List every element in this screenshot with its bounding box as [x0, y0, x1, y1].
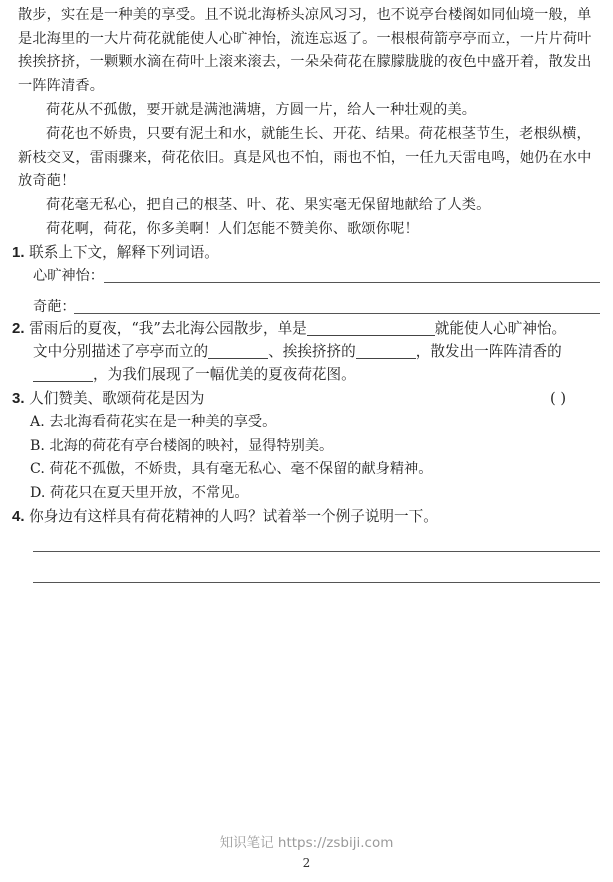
option-d[interactable]: D. 荷花只在夏天里开放，不常见。 — [30, 485, 249, 501]
question-number: 3. — [12, 390, 25, 407]
passage-paragraph-1: 散步，实在是一种美的享受。且不说北海桥头凉风习习，也不说亭台楼阁如同仙境一般，单是北海里的一大片荷花就能使人心旷神怡，流连忘返了。一根根荷箭亭亭而立，一片片荷叶挨挨挤挤，一颗颗水滴在荷叶上滚来滚去，一朵朵荷花在朦朦胧胧的夜色中盛开着，散发出一阵阵清香。 — [18, 7, 592, 94]
question-2 — [12, 318, 602, 340]
fill-blank-3[interactable] — [356, 342, 416, 359]
question-text-part-3: 文中分别描述了亭亭而立的 — [33, 343, 209, 360]
question-1 — [12, 242, 602, 264]
question-text-part-2: 就能使人心旷神怡。 — [434, 320, 567, 337]
question-text-part-1: 雷雨后的夏夜，“我”去北海公园散步，单是 — [29, 320, 307, 337]
fill-blank-2[interactable] — [208, 342, 268, 359]
term-label-xinkuangshenyi: 心旷神怡： — [33, 268, 104, 284]
passage-paragraph-3: 荷花也不娇贵，只要有泥土和水，就能生长、开花、结果。荷花根茎节生，老根纵横，新枝交叉，雷雨骤来，荷花依旧。真是风也不怕，雨也不怕，一任九天雷电鸣，她仍在水中放奇葩！ — [18, 126, 592, 189]
question-3 — [12, 388, 602, 410]
term-label-qipa: 奇葩： — [33, 299, 76, 315]
question-text: 人们赞美、歌颂荷花是因为 — [29, 390, 205, 407]
question-number: 2. — [12, 320, 25, 337]
page-number: 2 — [302, 856, 311, 870]
passage-paragraph-5: 荷花啊，荷花，你多美啊！人们怎能不赞美你、歌颂你呢！ — [46, 221, 419, 237]
fill-blank-4[interactable] — [33, 365, 93, 382]
question-2-line-2 — [33, 341, 603, 363]
option-a[interactable]: A. 去北海看荷花实在是一种美的享受。 — [30, 414, 277, 430]
option-c[interactable]: C. 荷花不孤傲，不娇贵，具有毫无私心、毫不保留的献身精神。 — [30, 461, 433, 477]
question-4 — [12, 506, 602, 528]
answer-line-term-1[interactable] — [104, 282, 600, 283]
option-b[interactable]: B. 北海的荷花有亭台楼阁的映衬，显得特别美。 — [30, 438, 334, 454]
passage-paragraph-2: 荷花从不孤傲，要开就是满池满塘，方圆一片，给人一种壮观的美。 — [46, 102, 477, 118]
question-2-line-3 — [33, 364, 603, 386]
question-number: 1. — [12, 244, 25, 261]
fill-blank-1[interactable] — [307, 319, 435, 336]
passage-paragraph-4: 荷花毫无私心，把自己的根茎、叶、花、果实毫无保留地献给了人类。 — [46, 197, 491, 213]
watermark-text: 知识笔记 https://zsbiji.com — [219, 835, 394, 851]
question-text-part-5: ，散发出一阵阵清香的 — [415, 343, 562, 360]
answer-line-q4-2[interactable] — [33, 582, 600, 583]
answer-line-q4-1[interactable] — [33, 551, 600, 552]
answer-line-term-2[interactable] — [74, 313, 600, 314]
question-text-part-4: 、挨挨挤挤的 — [268, 343, 356, 360]
question-number: 4. — [12, 508, 25, 525]
answer-bracket[interactable]: ( ) — [550, 390, 567, 407]
question-text: 联系上下文，解释下列词语。 — [29, 244, 219, 261]
question-text-part-6: ，为我们展现了一幅优美的夏夜荷花图。 — [93, 366, 356, 383]
question-text: 你身边有这样具有荷花精神的人吗？试着举一个例子说明一下。 — [29, 508, 438, 525]
